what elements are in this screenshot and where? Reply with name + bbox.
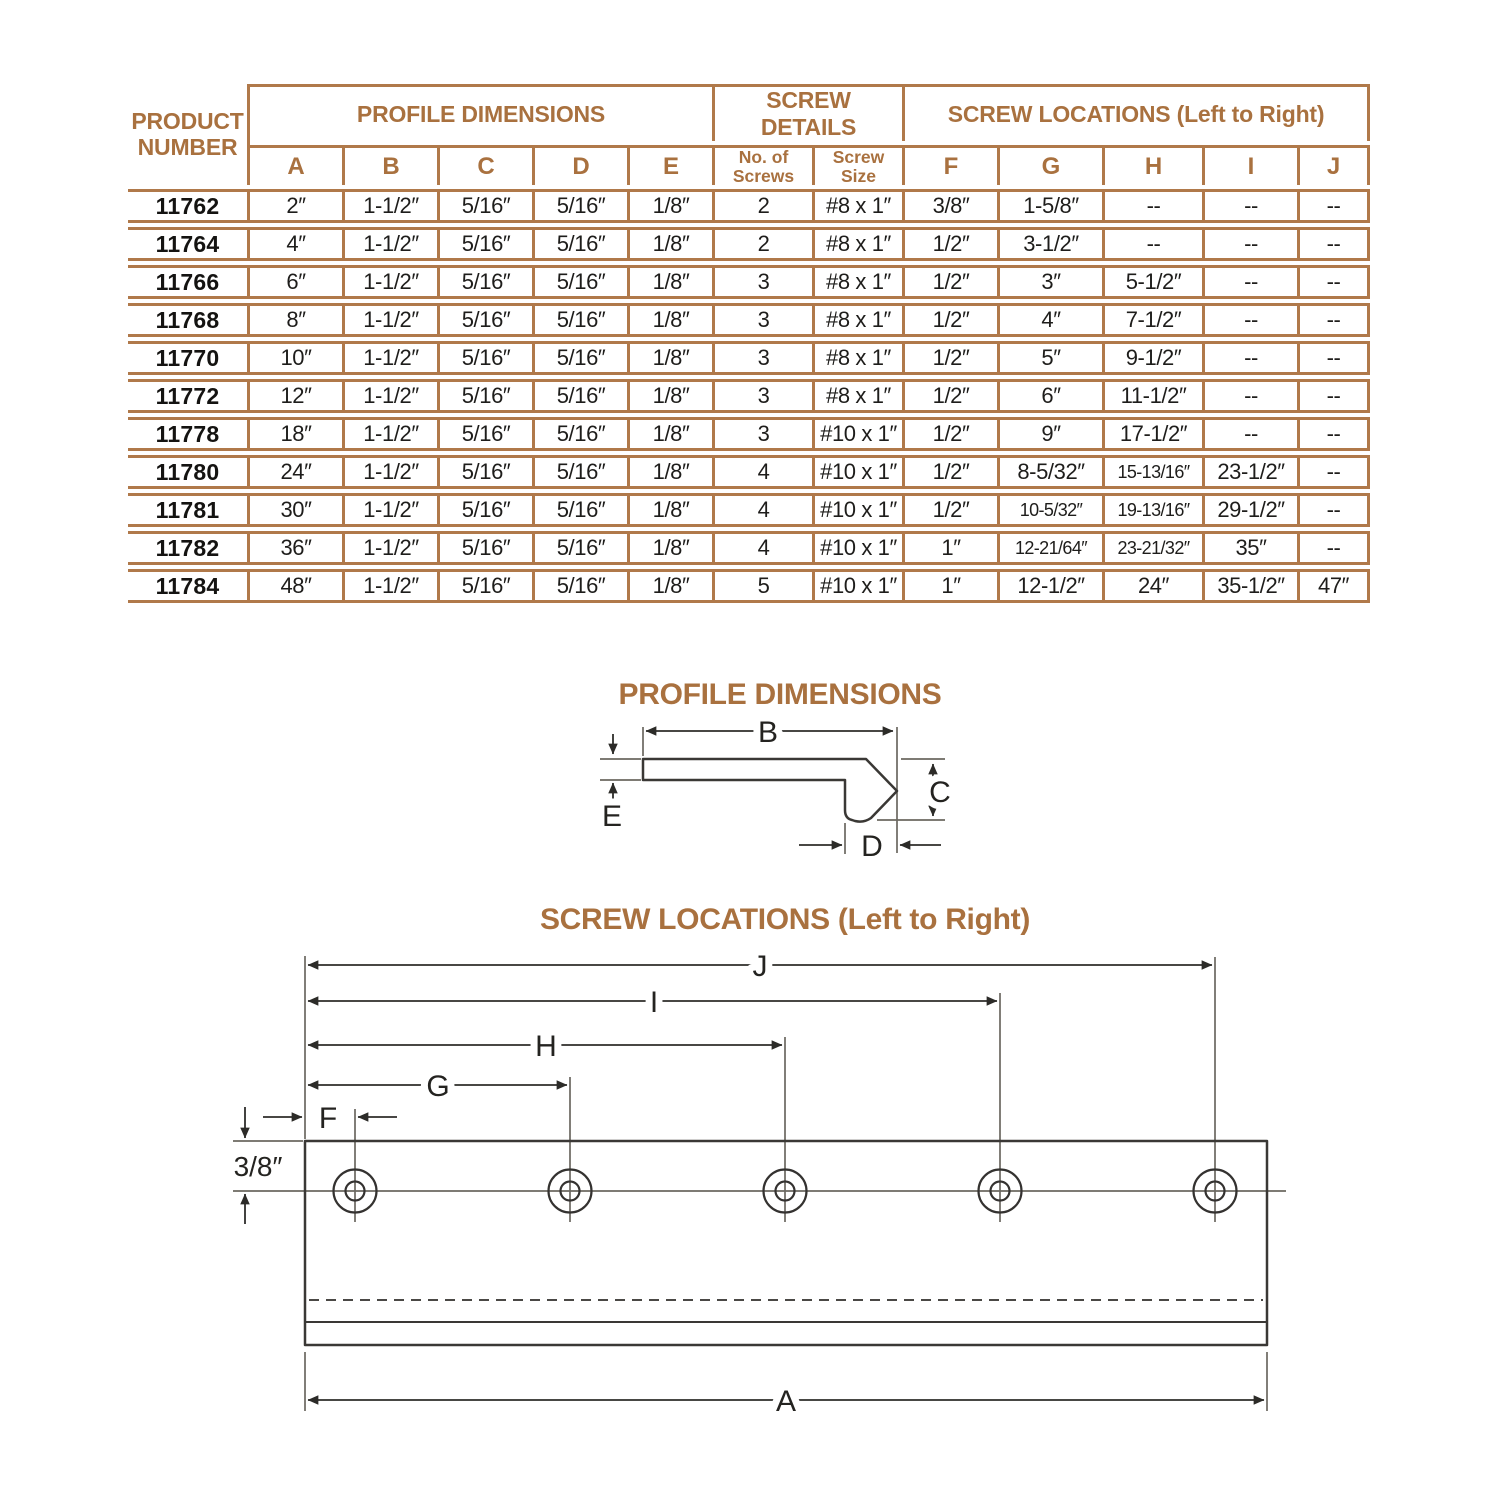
product-number-cell: 11770 (128, 341, 250, 375)
product-number-cell: 11780 (128, 455, 250, 489)
spec-value-cell: -- (1300, 189, 1370, 223)
spec-value-cell: 1-1/2″ (345, 303, 440, 337)
spec-value-cell: 5/16″ (535, 455, 630, 489)
spec-value-cell: -- (1205, 303, 1300, 337)
spec-value-cell: 48″ (250, 569, 345, 603)
spec-value-cell: 1/8″ (630, 417, 715, 451)
spec-value-cell: 5/16″ (535, 265, 630, 299)
col-header-i: I (1205, 145, 1300, 185)
spec-value-cell: 4″ (1000, 303, 1105, 337)
profile-cross-section-outline (643, 759, 897, 822)
spec-value-cell: 5 (715, 569, 815, 603)
spec-value-cell: 1/2″ (905, 455, 1000, 489)
spec-value-cell: 1-1/2″ (345, 379, 440, 413)
screw-label-a: A (775, 1385, 797, 1418)
spec-value-cell: 5/16″ (535, 379, 630, 413)
spec-value-cell: 1/8″ (630, 189, 715, 223)
spec-value-cell: -- (1105, 227, 1205, 261)
spec-value-cell: 5/16″ (440, 417, 535, 451)
spec-value-cell: 3 (715, 265, 815, 299)
spec-value-cell: 5/16″ (440, 189, 535, 223)
spec-value-cell: #8 x 1″ (815, 227, 905, 261)
spec-value-cell: 1-1/2″ (345, 493, 440, 527)
spec-value-cell: 1″ (905, 569, 1000, 603)
spec-value-cell: -- (1300, 227, 1370, 261)
col-header-h: H (1105, 145, 1205, 185)
spec-value-cell: 1-1/2″ (345, 569, 440, 603)
table-row (128, 227, 1370, 261)
col-header-d: D (535, 145, 630, 185)
spec-value-cell: 4 (715, 493, 815, 527)
spec-value-cell: 1/2″ (905, 265, 1000, 299)
spec-value-cell: #10 x 1″ (815, 455, 905, 489)
table-column-header-row (128, 145, 1370, 185)
spec-value-cell: 1/8″ (630, 227, 715, 261)
spec-value-cell: 4 (715, 531, 815, 565)
profile-label-b: B (757, 716, 779, 749)
spec-value-cell: 1/2″ (905, 493, 1000, 527)
spec-value-cell: 9″ (1000, 417, 1105, 451)
spec-value-cell: 1-1/2″ (345, 417, 440, 451)
spec-value-cell: #8 x 1″ (815, 303, 905, 337)
spec-value-cell: 1-1/2″ (345, 455, 440, 489)
screw-label-i: I (649, 986, 659, 1019)
spec-value-cell: 4 (715, 455, 815, 489)
table-row (128, 303, 1370, 337)
product-number-cell: 11768 (128, 303, 250, 337)
spec-value-cell: 24″ (250, 455, 345, 489)
spec-value-cell: 1-1/2″ (345, 227, 440, 261)
spec-value-cell: 4″ (250, 227, 345, 261)
profile-label-c: C (929, 776, 951, 809)
group-header-profile-dimensions: PROFILE DIMENSIONS (250, 84, 715, 141)
spec-value-cell: 1/8″ (630, 379, 715, 413)
screw-label-j: J (752, 950, 768, 983)
spec-value-cell: 5/16″ (440, 265, 535, 299)
spec-value-cell: 3-1/2″ (1000, 227, 1105, 261)
spec-value-cell: 15-13/16″ (1105, 455, 1205, 489)
spec-value-cell: -- (1300, 303, 1370, 337)
profile-dimension-arrows (613, 734, 941, 845)
spec-value-cell: #8 x 1″ (815, 379, 905, 413)
col-header-g: G (1000, 145, 1105, 185)
spec-value-cell: 1/8″ (630, 493, 715, 527)
product-number-header: PRODUCT NUMBER (128, 84, 250, 185)
spec-value-cell: 1″ (905, 531, 1000, 565)
col-header-a: A (250, 145, 345, 185)
spec-value-cell: 3 (715, 379, 815, 413)
spec-value-cell: 5″ (1000, 341, 1105, 375)
col-header-j: J (1300, 145, 1370, 185)
spec-table-body (128, 189, 1370, 603)
spec-value-cell: -- (1300, 531, 1370, 565)
screw-locations-diagram (225, 945, 1300, 1420)
spec-value-cell: 1/8″ (630, 569, 715, 603)
spec-value-cell: 19-13/16″ (1105, 493, 1205, 527)
spec-value-cell: 3/8″ (905, 189, 1000, 223)
spec-value-cell: #8 x 1″ (815, 341, 905, 375)
spec-value-cell: 1/2″ (905, 417, 1000, 451)
product-number-cell: 11781 (128, 493, 250, 527)
spec-value-cell: 5/16″ (440, 493, 535, 527)
spec-value-cell: #10 x 1″ (815, 493, 905, 527)
spec-value-cell: -- (1205, 341, 1300, 375)
spec-value-cell: 5/16″ (535, 189, 630, 223)
spec-value-cell: 23-21/32″ (1105, 531, 1205, 565)
spec-value-cell: 1/8″ (630, 531, 715, 565)
spec-value-cell: 47″ (1300, 569, 1370, 603)
spec-value-cell: -- (1300, 493, 1370, 527)
spec-value-cell: 1/2″ (905, 341, 1000, 375)
spec-value-cell: 10-5/32″ (1000, 493, 1105, 527)
spec-value-cell: -- (1205, 265, 1300, 299)
spec-value-cell: #10 x 1″ (815, 531, 905, 565)
spec-value-cell: -- (1205, 417, 1300, 451)
spec-value-cell: 24″ (1105, 569, 1205, 603)
spec-value-cell: 1-1/2″ (345, 341, 440, 375)
spec-value-cell: -- (1300, 417, 1370, 451)
col-header-no-of-screws: No. of Screws (715, 145, 815, 185)
spec-value-cell: 1-1/2″ (345, 531, 440, 565)
spec-value-cell: -- (1300, 455, 1370, 489)
spec-value-cell: 12″ (250, 379, 345, 413)
spec-value-cell: 5/16″ (440, 531, 535, 565)
spec-value-cell: 36″ (250, 531, 345, 565)
group-header-screw-locations: SCREW LOCATIONS (Left to Right) (905, 84, 1370, 141)
spec-value-cell: 3 (715, 341, 815, 375)
spec-value-cell: #8 x 1″ (815, 189, 905, 223)
profile-dimensions-diagram (560, 700, 980, 880)
table-row (128, 569, 1370, 603)
product-number-cell: 11766 (128, 265, 250, 299)
spec-value-cell: 17-1/2″ (1105, 417, 1205, 451)
product-number-cell: 11782 (128, 531, 250, 565)
spec-value-cell: 10″ (250, 341, 345, 375)
product-number-cell: 11784 (128, 569, 250, 603)
spec-value-cell: -- (1205, 227, 1300, 261)
col-header-c: C (440, 145, 535, 185)
spec-value-cell: 6″ (250, 265, 345, 299)
spec-value-cell: 5/16″ (440, 227, 535, 261)
spec-value-cell: 5/16″ (535, 493, 630, 527)
spec-value-cell: 5/16″ (440, 455, 535, 489)
spec-value-cell: -- (1300, 341, 1370, 375)
spec-value-cell: 5/16″ (535, 531, 630, 565)
product-number-cell: 11778 (128, 417, 250, 451)
table-row (128, 417, 1370, 451)
profile-label-e: E (601, 800, 623, 833)
spec-value-cell: 5/16″ (535, 227, 630, 261)
spec-value-cell: 11-1/2″ (1105, 379, 1205, 413)
profile-label-d: D (861, 830, 883, 863)
spec-value-cell: 12-21/64″ (1000, 531, 1105, 565)
col-header-f: F (905, 145, 1000, 185)
spec-value-cell: -- (1300, 265, 1370, 299)
col-header-b: B (345, 145, 440, 185)
table-row (128, 531, 1370, 565)
spec-value-cell: 3″ (1000, 265, 1105, 299)
spec-value-cell: 5/16″ (440, 379, 535, 413)
screw-label-h: H (535, 1030, 557, 1063)
screw-label-offset: 3/8″ (233, 1151, 283, 1182)
spec-value-cell: 1/2″ (905, 303, 1000, 337)
spec-value-cell: 23-1/2″ (1205, 455, 1300, 489)
spec-value-cell: 5/16″ (535, 569, 630, 603)
group-header-screw-details: SCREW DETAILS (715, 84, 905, 141)
spec-value-cell: #10 x 1″ (815, 569, 905, 603)
spec-value-cell: 3 (715, 417, 815, 451)
spec-value-cell: 12-1/2″ (1000, 569, 1105, 603)
spec-value-cell: -- (1300, 379, 1370, 413)
spec-value-cell: 35-1/2″ (1205, 569, 1300, 603)
product-number-cell: 11772 (128, 379, 250, 413)
spec-value-cell: 1-1/2″ (345, 189, 440, 223)
trim-bar-outline (305, 1141, 1267, 1345)
spec-value-cell: #8 x 1″ (815, 265, 905, 299)
spec-value-cell: 18″ (250, 417, 345, 451)
spec-value-cell: 35″ (1205, 531, 1300, 565)
table-group-header-row (128, 84, 1370, 141)
spec-value-cell: 5/16″ (440, 303, 535, 337)
spec-value-cell: 5/16″ (535, 303, 630, 337)
spec-value-cell: 1-1/2″ (345, 265, 440, 299)
spec-value-cell: 8-5/32″ (1000, 455, 1105, 489)
spec-value-cell: 5-1/2″ (1105, 265, 1205, 299)
spec-value-cell: 1-5/8″ (1000, 189, 1105, 223)
spec-value-cell: 5/16″ (535, 417, 630, 451)
profile-dimensions-title: PROFILE DIMENSIONS (618, 678, 942, 711)
spec-value-cell: 9-1/2″ (1105, 341, 1205, 375)
product-number-cell: 11762 (128, 189, 250, 223)
table-row (128, 455, 1370, 489)
spec-value-cell: 1/8″ (630, 455, 715, 489)
spec-value-cell: 5/16″ (535, 341, 630, 375)
spec-table (128, 80, 1370, 607)
spec-value-cell: 6″ (1000, 379, 1105, 413)
spec-value-cell: 30″ (250, 493, 345, 527)
screw-locations-title: SCREW LOCATIONS (Left to Right) (539, 903, 1031, 936)
spec-value-cell: -- (1205, 189, 1300, 223)
col-header-screw-size: Screw Size (815, 145, 905, 185)
spec-value-cell: 2 (715, 189, 815, 223)
spec-value-cell: #10 x 1″ (815, 417, 905, 451)
spec-value-cell: 5/16″ (440, 569, 535, 603)
spec-value-cell: 3 (715, 303, 815, 337)
spec-value-cell: 5/16″ (440, 341, 535, 375)
screw-label-f: F (318, 1102, 338, 1135)
spec-value-cell: 2 (715, 227, 815, 261)
spec-value-cell: 1/2″ (905, 227, 1000, 261)
spec-value-cell: 7-1/2″ (1105, 303, 1205, 337)
table-row (128, 189, 1370, 223)
col-header-e: E (630, 145, 715, 185)
spec-value-cell: -- (1205, 379, 1300, 413)
spec-value-cell: 1/8″ (630, 303, 715, 337)
product-number-cell: 11764 (128, 227, 250, 261)
spec-value-cell: 1/8″ (630, 341, 715, 375)
spec-value-cell: 29-1/2″ (1205, 493, 1300, 527)
spec-value-cell: 2″ (250, 189, 345, 223)
screw-label-g: G (426, 1070, 450, 1103)
table-row (128, 493, 1370, 527)
table-row (128, 265, 1370, 299)
spec-value-cell: 1/8″ (630, 265, 715, 299)
spec-value-cell: 8″ (250, 303, 345, 337)
spec-table-section (128, 80, 1370, 607)
spec-value-cell: 1/2″ (905, 379, 1000, 413)
table-row (128, 379, 1370, 413)
screw-extension-lines (233, 956, 1286, 1411)
spec-value-cell: -- (1105, 189, 1205, 223)
table-row (128, 341, 1370, 375)
